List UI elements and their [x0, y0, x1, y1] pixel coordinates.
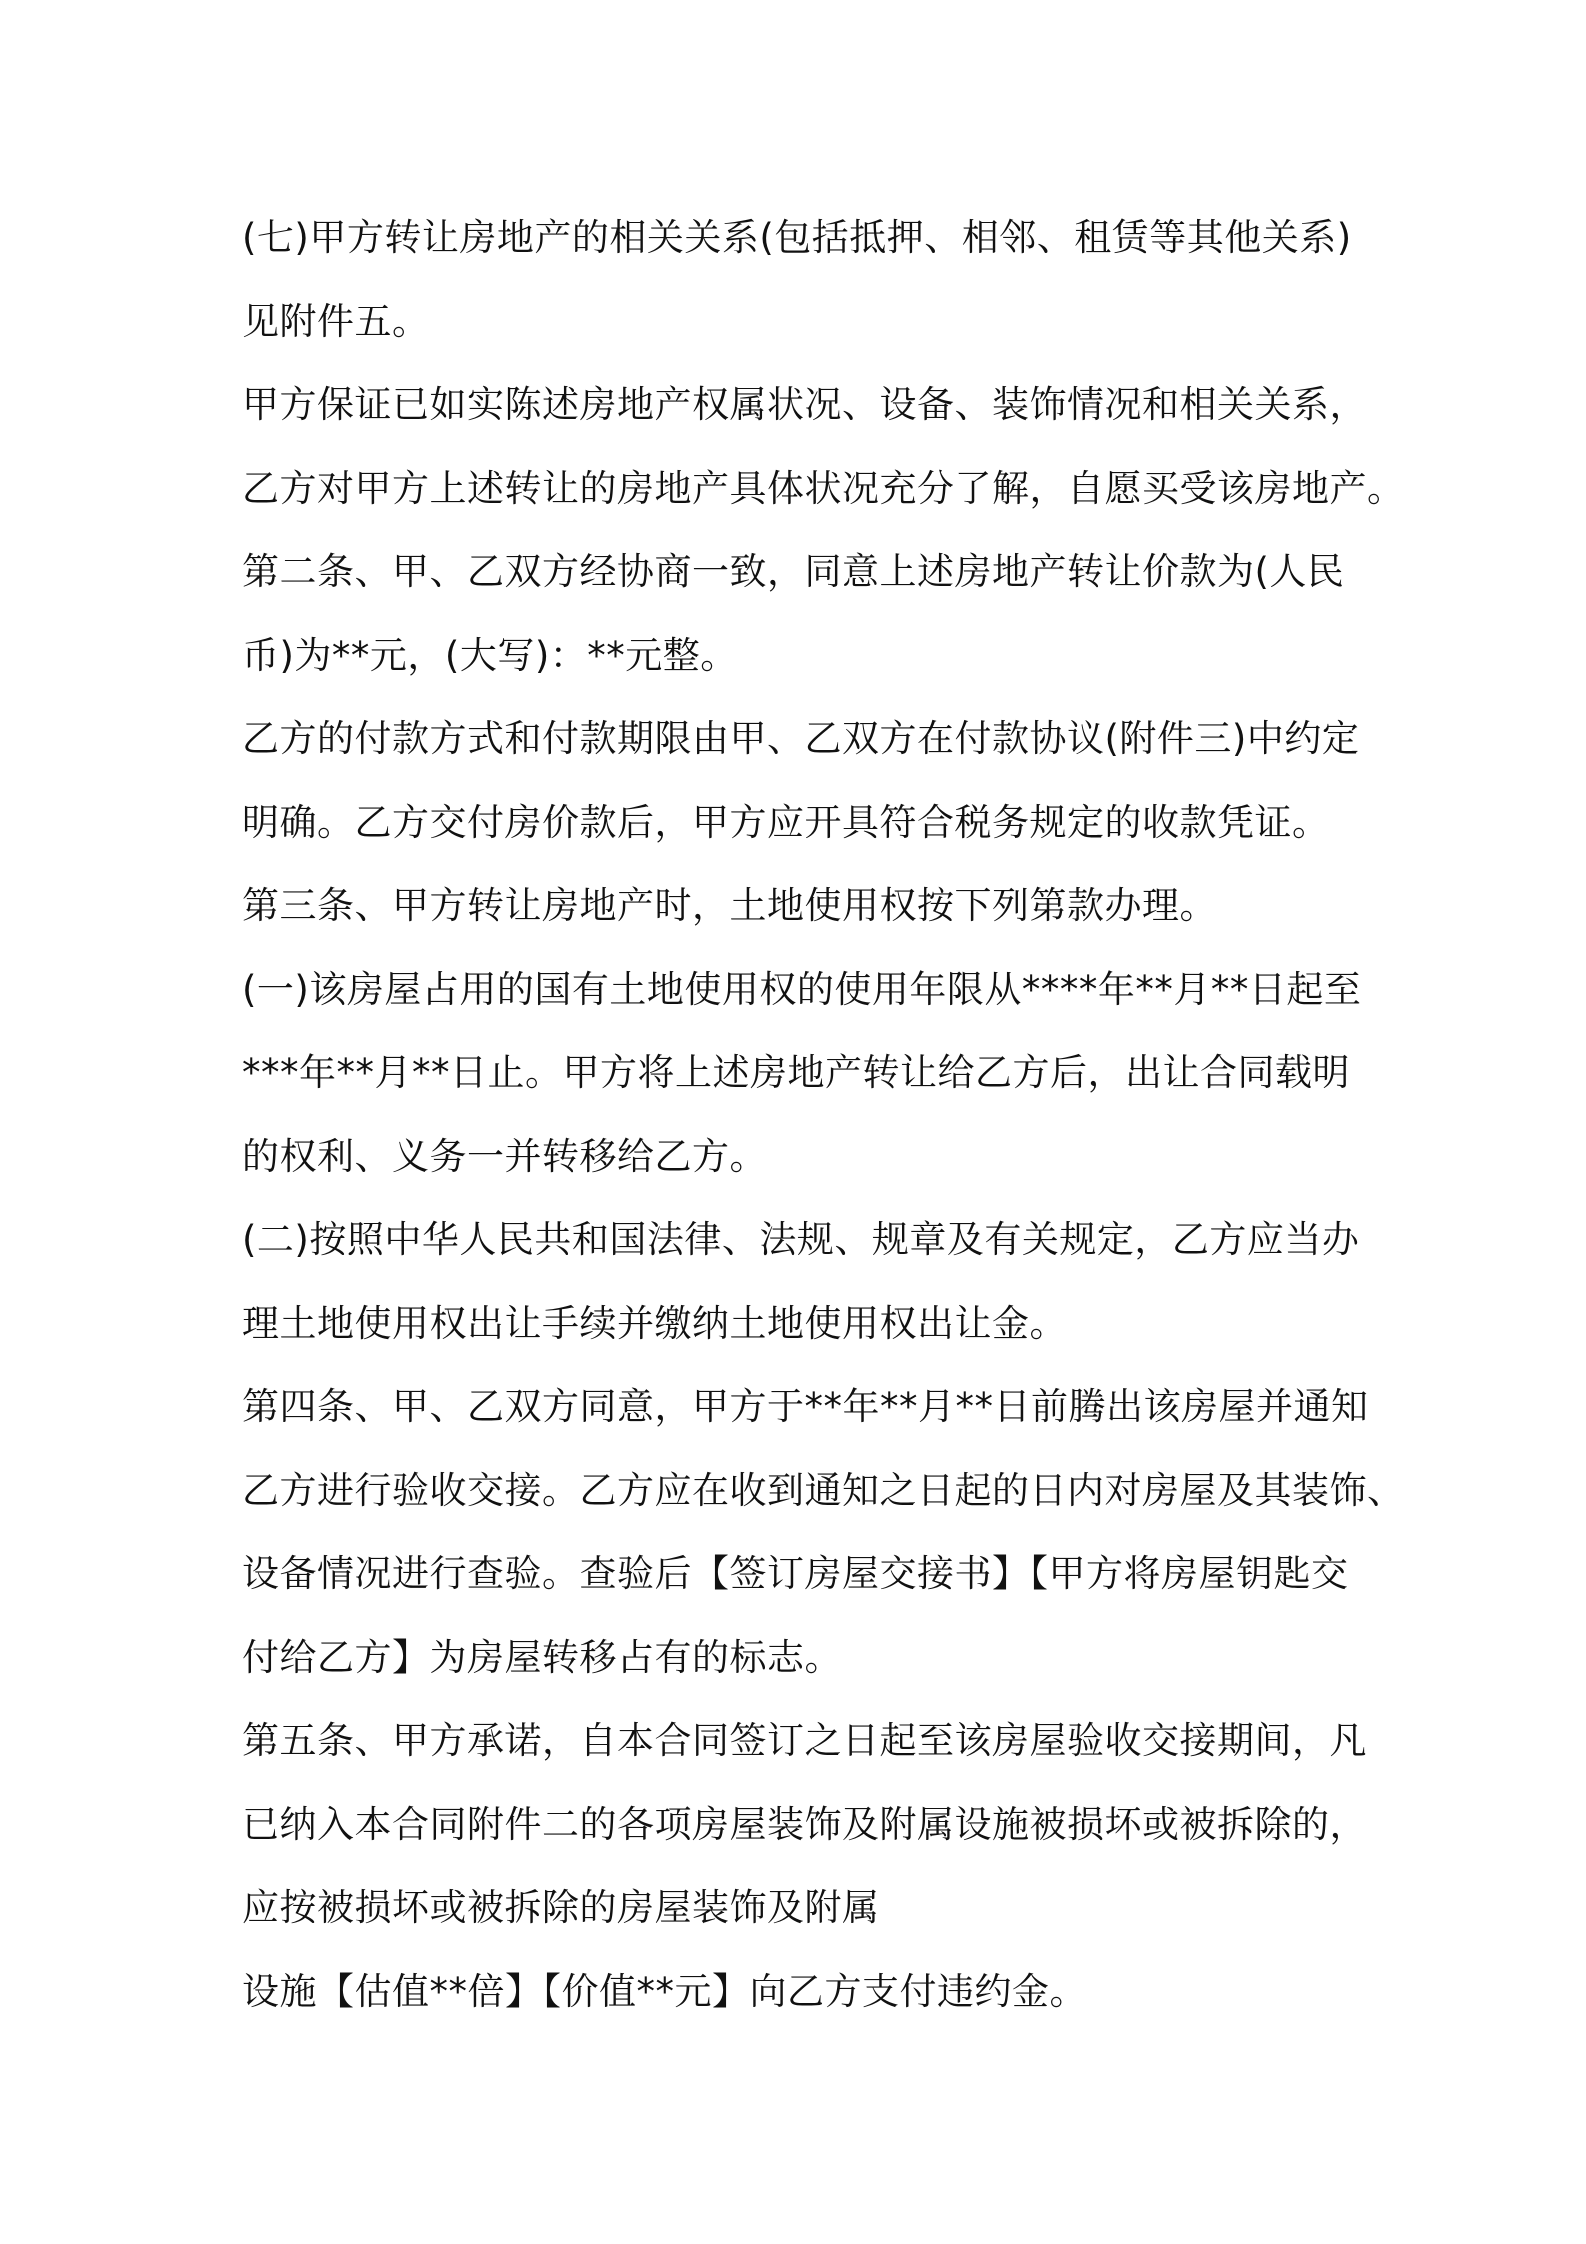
- text-line: ***年**月**日止。甲方将上述房地产转让给乙方后，出让合同载明: [242, 1051, 1350, 1094]
- text-line: 甲方保证已如实陈述房地产权属状况、设备、装饰情况和相关关系，: [242, 383, 1367, 426]
- text-line: 理土地使用权出让手续并缴纳土地使用权出让金。: [242, 1301, 1067, 1345]
- text-line: 付给乙方】为房屋转移占有的标志。: [242, 1635, 842, 1679]
- text-line: (一)该房屋占用的国有土地使用权的使用年限从****年**月**日起至: [242, 967, 1362, 1011]
- text-line: 乙方的付款方式和付款期限由甲、乙双方在付款协议(附件三)中约定: [242, 717, 1360, 760]
- contract-text: [242, 196, 1405, 2033]
- text-line: 明确。乙方交付房价款后，甲方应开具符合税务规定的收款凭证。: [242, 800, 1330, 844]
- text-line: (二)按照中华人民共和国法律、法规、规章及有关规定，乙方应当办: [242, 1218, 1360, 1261]
- text-line: 见附件五。: [242, 299, 430, 343]
- text-line: 的权利、义务一并转移给乙方。: [242, 1134, 767, 1178]
- text-line: (七)甲方转让房地产的相关关系(包括抵押、相邻、租赁等其他关系): [242, 216, 1352, 259]
- text-line: 应按被损坏或被拆除的房屋装饰及附属: [242, 1886, 880, 1929]
- text-line: 乙方进行验收交接。乙方应在收到通知之日起的日内对房屋及其装饰、: [242, 1468, 1405, 1512]
- text-line: 乙方对甲方上述转让的房地产具体状况充分了解，自愿买受该房地产。: [242, 466, 1405, 510]
- text-line: 设施【估值**倍】【价值**元】向乙方支付违约金。: [242, 1969, 1087, 2013]
- text-line: 第三条、甲方转让房地产时，土地使用权按下列第款办理。: [242, 884, 1217, 927]
- text-line: 第五条、甲方承诺，自本合同签订之日起至该房屋验收交接期间，凡: [242, 1719, 1367, 1762]
- text-line: 已纳入本合同附件二的各项房屋装饰及附属设施被损坏或被拆除的，: [242, 1802, 1367, 1846]
- text-line: 设备情况进行查验。查验后【签订房屋交接书】【甲方将房屋钥匙交: [242, 1552, 1349, 1595]
- text-line: 币)为**元，(大写)：**元整。: [242, 633, 738, 677]
- text-line: 第四条、甲、乙双方同意，甲方于**年**月**日前腾出该房屋并通知: [242, 1385, 1369, 1428]
- text-line: 第二条、甲、乙双方经协商一致，同意上述房地产转让价款为(人民: [242, 550, 1345, 593]
